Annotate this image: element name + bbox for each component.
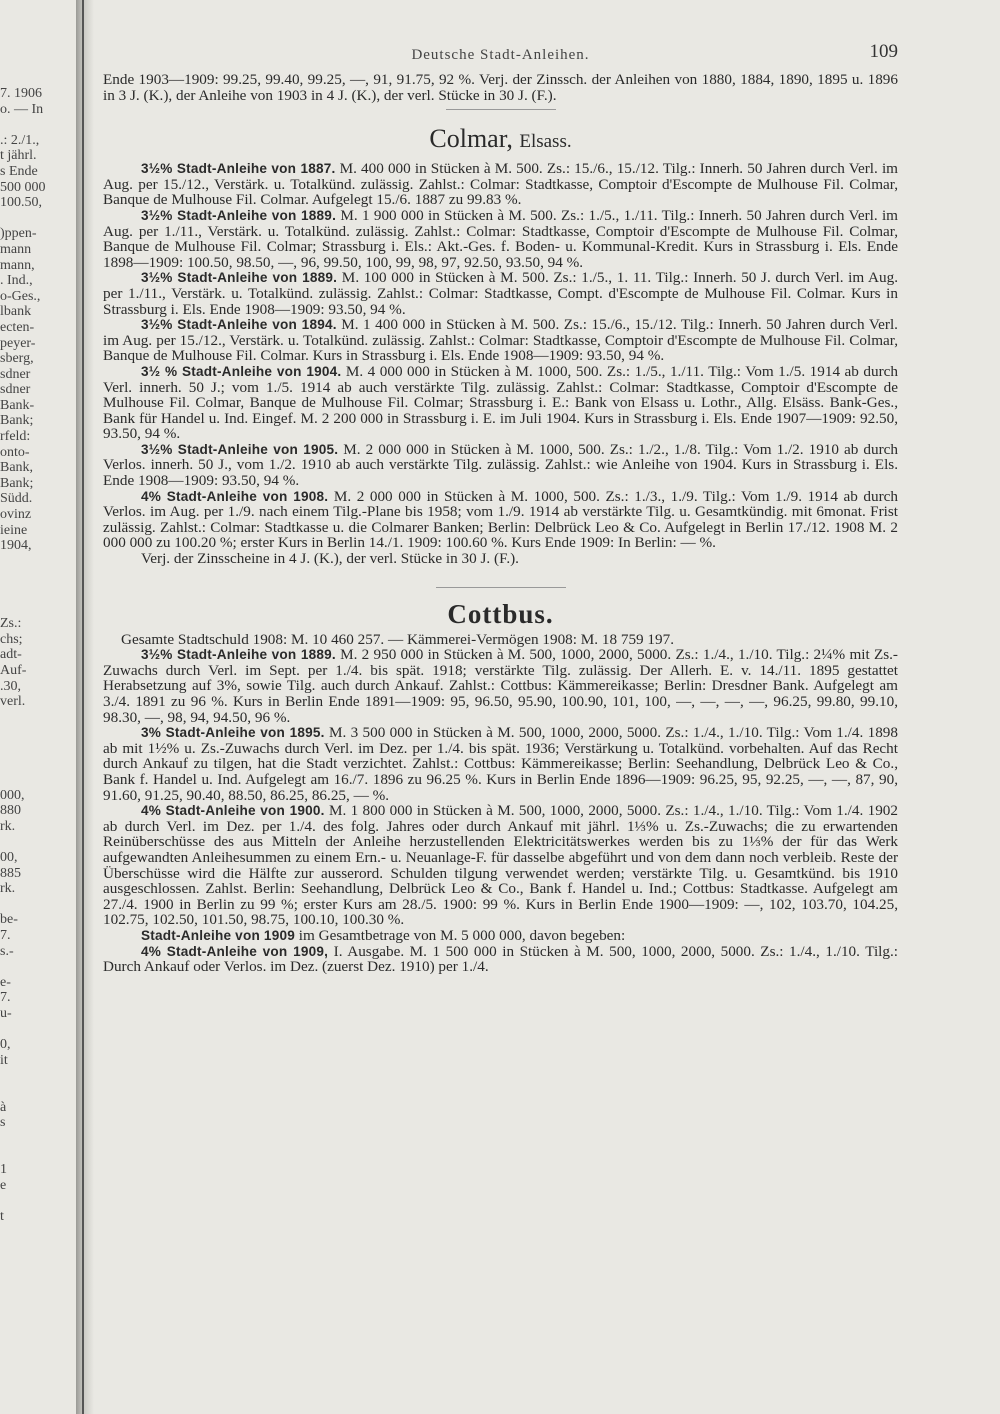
- loan-text: M. 3 500 000 in Stücken à M. 500, 1000, 2000, 5000. Zs.: 1./4., 1./10. Tilg.: Vom 1./4. 1898 ab mit 1½% u. Zs.-Zuwachs durch Verl. im Dez. per 1./4. bis spät. 1936; Verstärkung u. Totalkünd. vorbehalten. Auf das Recht durch Ankauf zu tilgen, hat die Stadt verzichtet. Zahlst.: Cottbus: Kämmereikasse; Berlin: Seehandlung, Delbrück Leo & Co., Bank f. Handel u. Ind. Aufgelegt am 16./7. 1896 zu 96.25 %. Kurs in Berlin Ende 1896—1909: 96.25, 95, 92.25, —, —, 87, 90, 91.60, 91.25, 90.40, 88.50, 86.25, 86.25, — %.: [103, 724, 898, 804]
- loan-heading: Stadt-Anleihe von 1909: [141, 927, 295, 943]
- fragment-line: chs;: [0, 631, 23, 647]
- fragment-line: s Ende: [0, 163, 38, 179]
- loan-entry: [103, 928, 898, 944]
- fragment-line: 000,: [0, 787, 25, 803]
- loan-heading: 4% Stadt-Anleihe von 1909,: [141, 943, 329, 959]
- fragment-line: ieine: [0, 522, 28, 538]
- intro-paragraph: Ende 1903—1909: 99.25, 99.40, 99.25, —, 91, 91.75, 92 %. Verj. der Zinssch. der Anleihen von 1880, 1884, 1890, 1895 u. 1896 in 3 J. (K.), der Anleihe von 1903 in 4 J. (K.), der verl. Stücke in 30 J. (F.).: [103, 71, 898, 104]
- loan-heading: 3½% Stadt-Anleihe von 1889.: [141, 270, 338, 286]
- loan-text: M. 2 950 000 in Stücken à M. 500, 1000, 2000, 5000. Zs.: 1./4., 1./10. Tilg.: 2¼% mit Zs.-Zuwachs durch Verl. im Sept. per 1./4. bis spät. 1918; verstärkte Tilg. zulässig. Der Allerh. E. v. 14./11. 1895 gestattet Herabsetzung auf 3%, sowie Tilg. auch durch Ankauf. Zahlst.: Cottbus: Kämmereikasse; Berlin: Dresdner Bank. Aufgelegt am 3./4. 1891 zu 96 %. Kurs in Berlin Ende 1891—1909: 95, 96.50, 95.90, 100.90, 101, 100, —, —, —, —, 96.25, 99.80, 99.10, 98.30, —, 98, 94, 94.50, 96 %.: [103, 646, 898, 726]
- colmar-title: Colmar,: [429, 124, 513, 154]
- binding-gutter-line: [82, 0, 84, 1414]
- loan-entry: [103, 317, 898, 364]
- loan-heading: 3½% Stadt-Anleihe von 1889.: [141, 207, 337, 223]
- loan-text: M. 2 000 000 in Stücken à M. 1000, 500. Zs.: 1./2., 1./8. Tilg.: Vom 1./2. 1910 ab durch Verlos. innerh. 50 J., vom 1./2. 1910 ab auch verstärkte Tilg. zulässig. Zahlst.: wie Anleihe von 1904. Kurs in Strassburg i. Els. Ende 1908—1909: 93.50, 94 %.: [103, 440, 898, 490]
- fragment-line: [0, 1146, 74, 1162]
- fragment-line: 1904,: [0, 538, 32, 554]
- loan-entry: [103, 725, 898, 803]
- fragment-line: t jährl.: [0, 148, 37, 164]
- fragment-line: 7.: [0, 928, 11, 944]
- fragment-line: 0,: [0, 1037, 11, 1053]
- fragment-line: [0, 772, 74, 788]
- loan-heading: 4% Stadt-Anleihe von 1908.: [141, 488, 329, 504]
- fragment-line: rk.: [0, 818, 16, 834]
- loan-text: M. 1 900 000 in Stücken à M. 500. Zs.: 1./5., 1./11. Tilg.: Innerh. 50 Jahren durch Verl. im Aug. per 1./11., Verstärk. u. Totalkünd. zulässig. Zahlst.: Colmar: Stadtkasse, Comptoir d'Escompte de Mulhouse Fil. Colmar, Banque de Mulhouse Fil. Colmar; Strassburg i. Els.: Akt.-Ges. f. Boden- u. Kommunal-Kredit. Kurs in Strassburg i. Els. Ende 1898—1909: 100.50, 98.50, —, 96, 99.50, 100, 99, 98, 97, 92.50, 93.50, 94 %.: [103, 206, 898, 271]
- fragment-line: 885: [0, 865, 21, 881]
- page-number: 109: [869, 41, 898, 62]
- fragment-line: t: [0, 1208, 4, 1224]
- fragment-line: [0, 725, 74, 741]
- fragment-line: 500 000: [0, 179, 46, 195]
- loan-heading: 3½% Stadt-Anleihe von 1887.: [141, 161, 336, 177]
- fragment-line: it: [0, 1052, 8, 1068]
- fragment-line: Zs.:: [0, 616, 22, 632]
- fragment-line: 1: [0, 1161, 7, 1177]
- fragment-line: Bank,: [0, 460, 34, 476]
- section-title-colmar: [103, 124, 898, 157]
- fragment-line: lbank: [0, 304, 32, 320]
- fragment-line: 880: [0, 803, 21, 819]
- fragment-line: mann: [0, 241, 32, 257]
- colmar-subtitle: Elsass.: [519, 131, 572, 153]
- fragment-line: s: [0, 1115, 6, 1131]
- loan-entry: [103, 270, 898, 317]
- section-title-cottbus: Cottbus.: [447, 598, 554, 629]
- loan-heading: 4% Stadt-Anleihe von 1900.: [141, 803, 325, 819]
- fragment-line: [0, 1193, 74, 1209]
- section-divider: [446, 109, 556, 110]
- loan-text: M. 400 000 in Stücken à M. 500. Zs.: 15./6., 15./12. Tilg.: Innerh. 50 Jahren durch Verl. im Aug. per 15./12., Verstärk. u. Totalkünd. zulässig. Zahlst.: Colmar: Stadtkasse, Comptoir d'Escompte de Mulhouse Fil. Colmar, Banque de Mulhouse Fil. Colmar. Aufgelegt 15./6. 1887 zu 99.83 %.: [103, 160, 898, 209]
- fragment-line: sberg,: [0, 351, 34, 367]
- loan-entry: [103, 364, 898, 442]
- fragment-line: 7. 1906: [0, 86, 42, 101]
- fragment-line: [0, 710, 74, 726]
- loan-text: I. Ausgabe. M. 1 500 000 in Stücken à M. 500, 1000, 2000, 5000. Zs.: 1./4., 1./10. Tilg.: Durch Ankauf oder Verlos. im Dez. (zuerst Dez. 1910) per 1./4.: [103, 942, 898, 976]
- cottbus-entries: [103, 647, 898, 974]
- loan-text: M. 1 400 000 in Stücken à M. 500. Zs.: 15./6., 15./12. Tilg.: Innerh. 50 Jahren durch Verl. im Aug. per 15./12., Verstärk. u. Totalkünd. zulässig. Zahlst.: Colmar: Stadtkasse, Comptoir d'Escompte de Mulhouse Fil. Colmar, Banque de Mulhouse Fil. Colmar. Kurs in Strassburg i. Els. Ende 1908—1909: 93.50, 94 %.: [103, 316, 898, 365]
- fragment-line: .: 2./1.,: [0, 132, 40, 148]
- fragment-line: mann,: [0, 257, 35, 273]
- loan-text: M. 100 000 in Stücken à M. 500. Zs.: 1./5., 1. 11. Tilg.: Innerh. 50 J. durch Verl. im Aug. per 1./11., Verstärk. u. Totalkünd. zulässig. Zahlst.: Colmar: Stadtkasse, Compt. d'Escompte de Mulhouse Fil. Colmar. Kurs in Strassburg i. Els. Ende 1908—1909: 93.50, 94 %.: [103, 269, 898, 318]
- fragment-line: [0, 1022, 74, 1038]
- loan-entry: [103, 803, 898, 928]
- loan-heading: 3½ % Stadt-Anleihe von 1904.: [141, 363, 342, 379]
- fragment-line: e: [0, 1177, 7, 1193]
- adjacent-page-fragment: [0, 86, 74, 1224]
- loan-entry: [103, 944, 898, 975]
- fragment-line: [0, 897, 74, 913]
- fragment-line: [0, 117, 74, 133]
- page-header: [103, 41, 898, 72]
- fragment-line: onto-: [0, 444, 30, 460]
- loan-text: M. 4 000 000 in Stücken à M. 1000, 500. Zs.: 1./5., 1./11. Tilg.: Vom 1./5. 1914 ab durch Verl. innerh. 50 J.; vom 1./5. 1914 ab auch verstärkte Tilg. zulässig. Zahlst.: Colmar: Stadtkasse, Comptoir d'Escompte de Mulhouse Fil. Colmar, Banque de Mulhouse Fil. Colmar; Strassburg i. E.: Bank von Elsass u. Lothr., Allg. Elsäss. Bank-Ges., Bank für Handel u. Ind. Eingef. M. 2 200 000 in Strassburg i. E. im Juli 1904. Kurs in Strassburg i. Els. Ende 1907—1909: 92.50, 93.50, 94 %.: [103, 362, 898, 443]
- fragment-line: [0, 211, 74, 227]
- fragment-line: [0, 835, 74, 851]
- loan-entry: [103, 208, 898, 270]
- fragment-line: o-Ges.,: [0, 288, 41, 304]
- fragment-line: [0, 1131, 74, 1147]
- colmar-closing: Verj. der Zinsscheine in 4 J. (K.), der verl. Stücke in 30 J. (F.).: [141, 550, 519, 568]
- fragment-line: à: [0, 1099, 7, 1115]
- fragment-line: be-: [0, 912, 18, 928]
- page: [103, 41, 898, 976]
- fragment-line: )ppen-: [0, 226, 37, 242]
- fragment-line: [0, 1068, 74, 1084]
- fragment-line: rfeld:: [0, 429, 31, 445]
- fragment-line: Auf-: [0, 662, 27, 678]
- loan-heading: 3½% Stadt-Anleihe von 1894.: [141, 317, 337, 333]
- fragment-line: verl.: [0, 694, 26, 710]
- loan-heading: 3½% Stadt-Anleihe von 1905.: [141, 441, 339, 457]
- running-head: Deutsche Stadt-Anleihen.: [411, 47, 590, 63]
- fragment-line: ecten-: [0, 319, 35, 335]
- fragment-line: rk.: [0, 881, 16, 897]
- loan-entry: [103, 647, 898, 725]
- loan-heading: 3% Stadt-Anleihe von 1895.: [141, 725, 325, 741]
- fragment-line: [0, 741, 74, 757]
- fragment-line: 00,: [0, 850, 18, 866]
- section-divider: [436, 587, 566, 588]
- fragment-line: [0, 959, 74, 975]
- fragment-line: [0, 569, 74, 585]
- fragment-line: [0, 585, 74, 601]
- loan-entry: [103, 442, 898, 489]
- fragment-line: 100.50,: [0, 195, 42, 211]
- cottbus-summary: Gesamte Stadtschuld 1908: M. 10 460 257. — Kämmerei-Vermögen 1908: M. 18 759 197.: [121, 630, 675, 648]
- fragment-line: . Ind.,: [0, 273, 33, 289]
- fragment-line: .30,: [0, 678, 21, 694]
- fragment-line: ovinz: [0, 507, 32, 523]
- loan-entry: [103, 161, 898, 208]
- loan-text: M. 1 800 000 in Stücken à M. 500, 1000, 2000, 5000. Zs.: 1./4., 1./10. Tilg.: Vom 1./4. 1902 ab durch Verl. im Dez. per 1./4. des folg. Jahres oder durch Ankauf mit jährl. 1⅓% u. Zs.-Zuwachs; die zu erwartenden Reinüberschüsse des aus Mitteln der Anleihe herzustellenden Elektricitätswerkes werden bis zu 1⅓% der für das Werk aufgewandten Anleihesummen zu einem Ern.- u. Neuanlage-F. für dasselbe abgeführt und von dem dann noch verbleib. Reste der Überschüsse wird die Hälfte zur ausserord. Schulden tilgung verwendet werden; verstärkte Tilg. u. Gesamtkünd. bis 1910 ausgeschlossen. Zahlst. Berlin: Seehandlung, Delbrück Leo & Co., Bank f. Handel u. Ind.; Cottbus: Stadtkasse. Aufgelegt am 27./4. 1900 in Berlin zu 99 %; erster Kurs am 28./5. 1900: 99 %. Kurs in Berlin Ende 1900—1909: —, 102, 103.70, 104.25, 102.75, 102.50, 101.50, 98.75, 100.10, 100.30 %.: [103, 802, 898, 929]
- binding-gutter-shadow: [76, 0, 94, 1414]
- fragment-line: [0, 1084, 74, 1100]
- fragment-line: sdner: [0, 382, 31, 398]
- fragment-line: [0, 757, 74, 773]
- loan-text: im Gesamtbetrage von M. 5 000 000, davon begeben:: [294, 926, 626, 944]
- fragment-line: u-: [0, 1006, 12, 1022]
- fragment-line: e-: [0, 974, 11, 990]
- fragment-line: Bank;: [0, 413, 34, 429]
- fragment-line: s.-: [0, 943, 14, 959]
- loan-text: M. 2 000 000 in Stücken à M. 1000, 500. Zs.: 1./3., 1./9. Tilg.: Vom 1./9. 1914 ab durch Verlos. im Aug. per 1./9. nach einem Tilg.-Plane bis 1958; vom 1./9. 1914 ab verstärkte Tilg. u. Gesamtkündig. mit 6monat. Frist zulässig. Zahlst.: Colmar: Stadtkasse u. die Colmarer Banken; Berlin: Delbrück Leo & Co. Aufgelegt in Berlin 17./12. 1908 M. 2 000 000 zu 100.20 %; erster Kurs in Berlin 14./1. 1909: 100.60 %. Kurs Ende 1909: In Berlin: — %.: [103, 487, 898, 552]
- fragment-line: o. — In: [0, 101, 44, 117]
- loan-entry: [103, 489, 898, 551]
- fragment-line: adt-: [0, 647, 22, 663]
- fragment-line: Bank;: [0, 475, 34, 491]
- fragment-line: sdner: [0, 366, 31, 382]
- colmar-entries: [103, 161, 898, 551]
- fragment-line: [0, 554, 74, 570]
- loan-heading: 3½% Stadt-Anleihe von 1889.: [141, 647, 336, 663]
- fragment-line: Bank-: [0, 397, 35, 413]
- fragment-line: peyer-: [0, 335, 36, 351]
- fragment-line: [0, 601, 74, 617]
- fragment-line: Südd.: [0, 491, 33, 507]
- fragment-line: 7.: [0, 990, 11, 1006]
